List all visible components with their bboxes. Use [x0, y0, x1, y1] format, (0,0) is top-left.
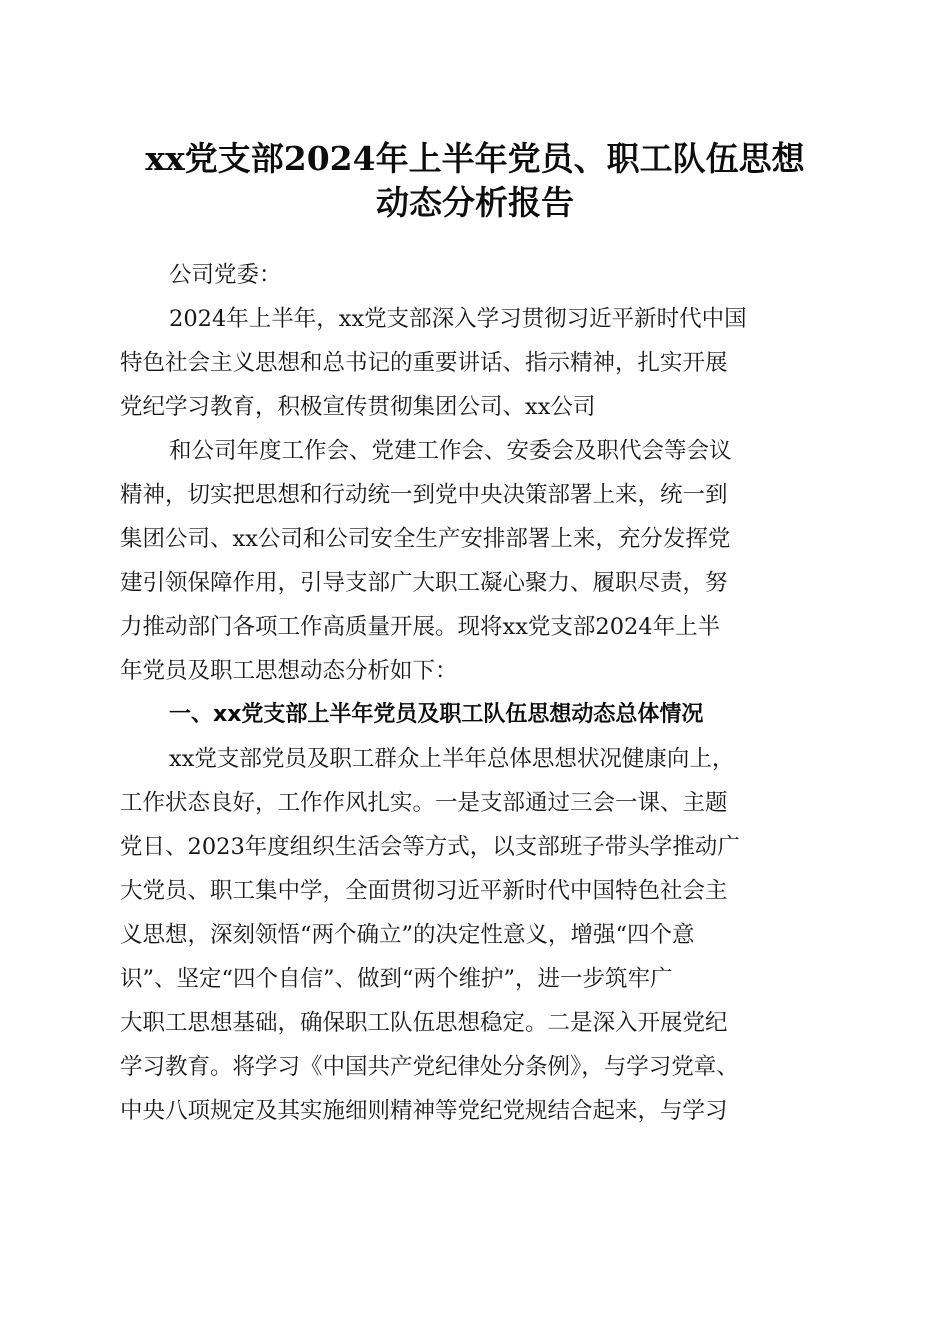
document-title	[100, 137, 850, 225]
paragraph-line: 义思想，深刻领悟“两个确立”的决定性意义，增强“四个意	[120, 922, 695, 948]
salutation: 公司党委：	[169, 262, 282, 288]
paragraph-line: 建引领保障作用，引导支部广大职工凝心聚力、履职尽责，努	[120, 570, 728, 596]
paragraph-line: 工作状态良好，工作作风扎实。一是支部通过三会一课、主题	[120, 790, 728, 816]
paragraph-line: 大党员、职工集中学，全面贯彻习近平新时代中国特色社会主	[120, 878, 728, 904]
title-line-1: xx党支部2024年上半年党员、职工队伍思想	[145, 139, 805, 178]
paragraph-line: 党纪学习教育，积极宣传贯彻集团公司、xx公司	[120, 394, 596, 420]
paragraph-line: 年党员及职工思想动态分析如下：	[120, 658, 458, 684]
paragraph-1	[120, 297, 832, 429]
document-body	[120, 253, 832, 1133]
paragraph-line: 中央八项规定及其实施细则精神等党纪党规结合起来，与学习	[120, 1098, 728, 1124]
paragraph-line: 特色社会主义思想和总书记的重要讲话、指示精神，扎实开展	[120, 350, 728, 376]
paragraph-line: 识”、坚定“四个自信”、做到“两个维护”，进一步筑牢广	[120, 966, 673, 992]
paragraph-3	[120, 737, 832, 1133]
paragraph-line: 学习教育。将学习《中国共产党纪律处分条例》，与学习党章、	[120, 1054, 739, 1080]
paragraph-line: 大职工思想基础，确保职工队伍思想稳定。二是深入开展党纪	[120, 1010, 728, 1036]
paragraph-line: 力推动部门各项工作高质量开展。现将xx党支部2024年上半	[120, 614, 721, 640]
paragraph-line: 2024年上半年，xx党支部深入学习贯彻习近平新时代中国	[169, 306, 747, 332]
paragraph-line: 党日、2023年度组织生活会等方式，以支部班子带头学推动广	[120, 834, 740, 860]
section-1-heading: 一、xx党支部上半年党员及职工队伍思想动态总体情况	[169, 702, 704, 727]
paragraph-2	[120, 429, 832, 693]
paragraph-line: 和公司年度工作会、党建工作会、安委会及职代会等会议	[169, 438, 732, 464]
paragraph-line: 精神，切实把思想和行动统一到党中央决策部署上来，统一到	[120, 482, 728, 508]
paragraph-line: 集团公司、xx公司和公司安全生产安排部署上来，充分发挥党	[120, 526, 731, 552]
title-line-2: 动态分析报告	[376, 183, 574, 222]
paragraph-line: xx党支部党员及职工群众上半年总体思想状况健康向上，	[169, 746, 735, 772]
